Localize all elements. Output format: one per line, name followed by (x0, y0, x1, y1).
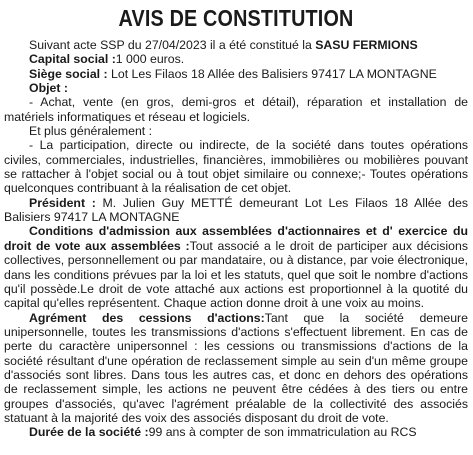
siege-value: Lot Les Filaos 18 Allée des Balisiers 97417 LA MONTAGNE (107, 66, 437, 81)
conditions-paragraph (4, 224, 468, 310)
conditions-label: Conditions d'admission aux assemblées d'actionnaires et d' exercice du droit de vote aux assemblées : (4, 224, 468, 253)
objet-item-1: - Achat, vente (en gros, demi-gros et détail), réparation et installation de matériels informatiques et réseau et logiciels. (4, 95, 468, 124)
agrement-value: Tant que la société demeure unipersonnelle, toutes les transmissions d'actions s'effectuent librement. En cas de perte du caractère unipersonnel : les cessions ou transmissions d'actions de la société résultant d'une opération de reclassement simple au sein d'un même groupe d'associés sont libres. Dans tous les autres cas, et donc en dehors des opérations de reclassement simple, les actions ne peuvent être cédées à des tiers ou entre groupes d'associés, qu'avec l'agrément préalable de la collectivité des associés statuant à la majorité des voix des associés disposant du droit de vote. (4, 310, 468, 425)
objet-general: Et plus généralement : (29, 124, 153, 139)
objet-label: Objet : (29, 81, 68, 96)
agrement-label: Agrément des cessions d'actions: (29, 310, 265, 325)
president-label: Président : (29, 195, 96, 210)
objet-item-2: - La participation, directe ou indirecte, de la société dans toutes opérations civiles, commerciales, industrielles, financières, immobilières ou mobilières pouvant se rattacher à l'objet social ou à tout objet similaire ou connexe;- Toutes opérations quelconques contribuant à la réalisation de cet objet. (4, 138, 468, 196)
agrement-paragraph (4, 311, 468, 426)
intro-text: Suivant acte SSP du 27/04/2023 il a été constitué la (29, 38, 316, 52)
notice-body (4, 38, 468, 440)
duree-paragraph (4, 425, 468, 439)
president-paragraph (4, 196, 468, 225)
notice-title: AVIS DE CONSTITUTION (118, 5, 354, 31)
company-name: SASU FERMIONS (315, 38, 418, 52)
siege-label: Siège social : (29, 66, 108, 81)
conditions-value: Tout associé a le droit de participer aux décisions collectives, personnellement ou par mandataire, ou à distance, par voie électronique, dans les conditions prévues par la loi et les statuts, quel que soit le nombre d'actions qu'il possède.Le droit de vote attaché aux actions est proportionnel à la quotité du capital qu'elles représentent. Chaque action donne droit à une voix au moins. (4, 238, 468, 311)
capital-value: 1 000 euros. (115, 52, 185, 67)
intro-paragraph (4, 38, 468, 52)
capital-paragraph (4, 52, 468, 66)
president-value: M. Julien Guy METTÉ demeurant Lot Les Filaos 18 Allée des Balisiers 97417 LA MONTAGNE (4, 195, 468, 225)
capital-label: Capital social : (29, 52, 116, 67)
objet-label-paragraph (4, 81, 468, 95)
siege-paragraph (4, 67, 468, 81)
duree-label: Durée de la société : (29, 425, 149, 440)
duree-value: 99 ans à compter de son immatriculation au RCS (148, 425, 417, 440)
